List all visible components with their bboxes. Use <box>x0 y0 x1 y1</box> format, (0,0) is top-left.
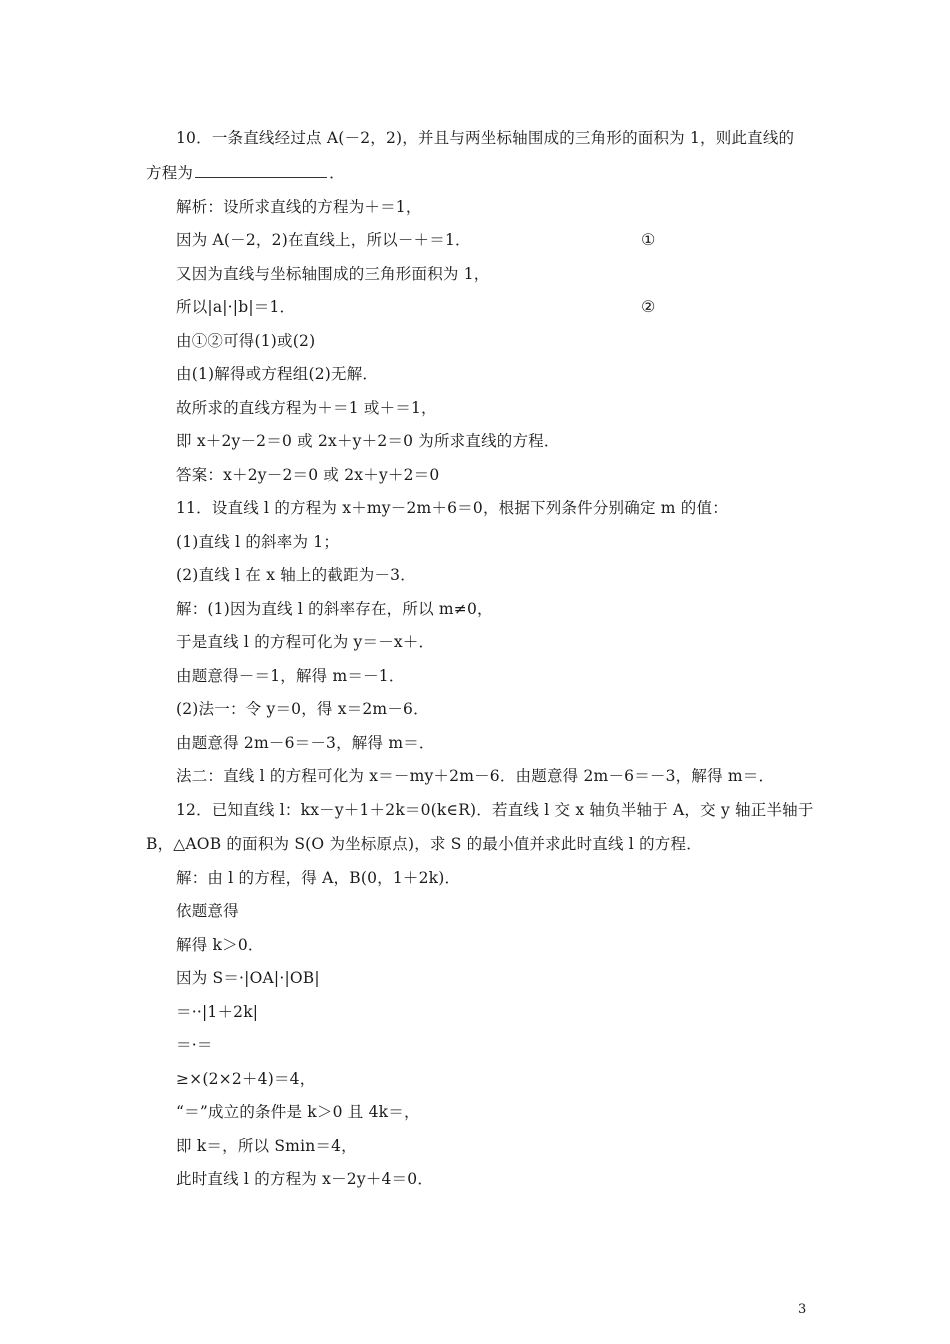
problem-11-step-3: 由题意得－＝1，解得 m＝－1． <box>176 667 405 685</box>
problem-12-step-9: 即 k＝，所以 Smin＝4， <box>176 1137 357 1155</box>
equation-marker-1: ① <box>641 230 656 249</box>
equation-marker-2: ② <box>641 297 656 316</box>
problem-12-step-8: “＝”成立的条件是 k＞0 且 4k＝， <box>176 1103 420 1121</box>
problem-10-step-5: 由(1)解得或方程组(2)无解． <box>176 365 379 383</box>
problem-10-answer: 答案：x＋2y－2＝0 或 2x＋y＋2＝0 <box>176 466 440 484</box>
problem-11-condition-2: (2)直线 l 在 x 轴上的截距为－3． <box>176 566 416 584</box>
problem-12-line-2: B，△AOB 的面积为 S(O 为坐标原点)，求 S 的最小值并求此时直线 l 的方程． <box>146 835 702 853</box>
problem-12-step-1: 解：由 l 的方程，得 A，B(0，1＋2k)． <box>176 869 461 887</box>
page-number: 3 <box>798 1302 807 1317</box>
problem-11-step-6: 法二：直线 l 的方程可化为 x＝－my＋2m－6．由题意得 2m－6＝－3，解得 m＝． <box>176 767 775 785</box>
problem-10-line-2-prefix: 方程为 <box>146 164 194 182</box>
problem-10-step-2: 又因为直线与坐标轴围成的三角形面积为 1， <box>176 265 490 283</box>
problem-10-step-7: 即 x＋2y－2＝0 或 2x＋y＋2＝0 为所求直线的方程． <box>176 432 560 450</box>
problem-10-line-2 <box>146 163 345 183</box>
problem-11-step-4: (2)法一：令 y＝0，得 x＝2m－6． <box>176 700 429 718</box>
problem-11-step-5: 由题意得 2m－6＝－3，解得 m＝． <box>176 734 435 752</box>
problem-11-condition-1: (1)直线 l 的斜率为 1； <box>176 533 340 551</box>
answer-blank <box>195 163 327 178</box>
problem-10-step-1: 因为 A(－2，2)在直线上，所以－＋＝1． <box>176 231 471 249</box>
problem-10-step-6: 故所求的直线方程为＋＝1 或＋＝1， <box>176 399 437 417</box>
problem-12-step-7: ≥×(2×2＋4)＝4， <box>176 1070 316 1088</box>
problem-10-line-1: 10．一条直线经过点 A(－2，2)，并且与两坐标轴围成的三角形的面积为 1，则此直线的 <box>176 129 795 147</box>
problem-11-step-1: 解：(1)因为直线 l 的斜率存在，所以 m≠0， <box>176 600 493 618</box>
problem-12-step-2: 依题意得 <box>176 902 239 920</box>
problem-12-step-6: ＝·＝ <box>176 1036 213 1054</box>
problem-10-step-4: 由①②可得(1)或(2) <box>176 332 316 350</box>
problem-12-line-1: 12．已知直线 l：kx－y＋1＋2k＝0(k∈R)．若直线 l 交 x 轴负半轴于 A，交 y 轴正半轴于 <box>176 801 814 819</box>
problem-11-line-1: 11．设直线 l 的方程为 x＋my－2m＋6＝0，根据下列条件分别确定 m 的值： <box>176 499 728 517</box>
problem-11-step-2: 于是直线 l 的方程可化为 y＝－x＋． <box>176 633 435 651</box>
problem-10-analysis: 解析：设所求直线的方程为＋＝1， <box>176 198 422 216</box>
problem-12-step-4: 因为 S＝·|OA|·|OB| <box>176 969 320 987</box>
problem-12-step-10: 此时直线 l 的方程为 x－2y＋4＝0． <box>176 1170 434 1188</box>
problem-12-step-5: ＝··|1＋2k| <box>176 1003 259 1021</box>
problem-10-step-3: 所以|a|·|b|＝1． <box>176 298 296 316</box>
problem-10-line-2-suffix: ． <box>329 164 345 182</box>
problem-12-step-3: 解得 k＞0． <box>176 936 264 954</box>
